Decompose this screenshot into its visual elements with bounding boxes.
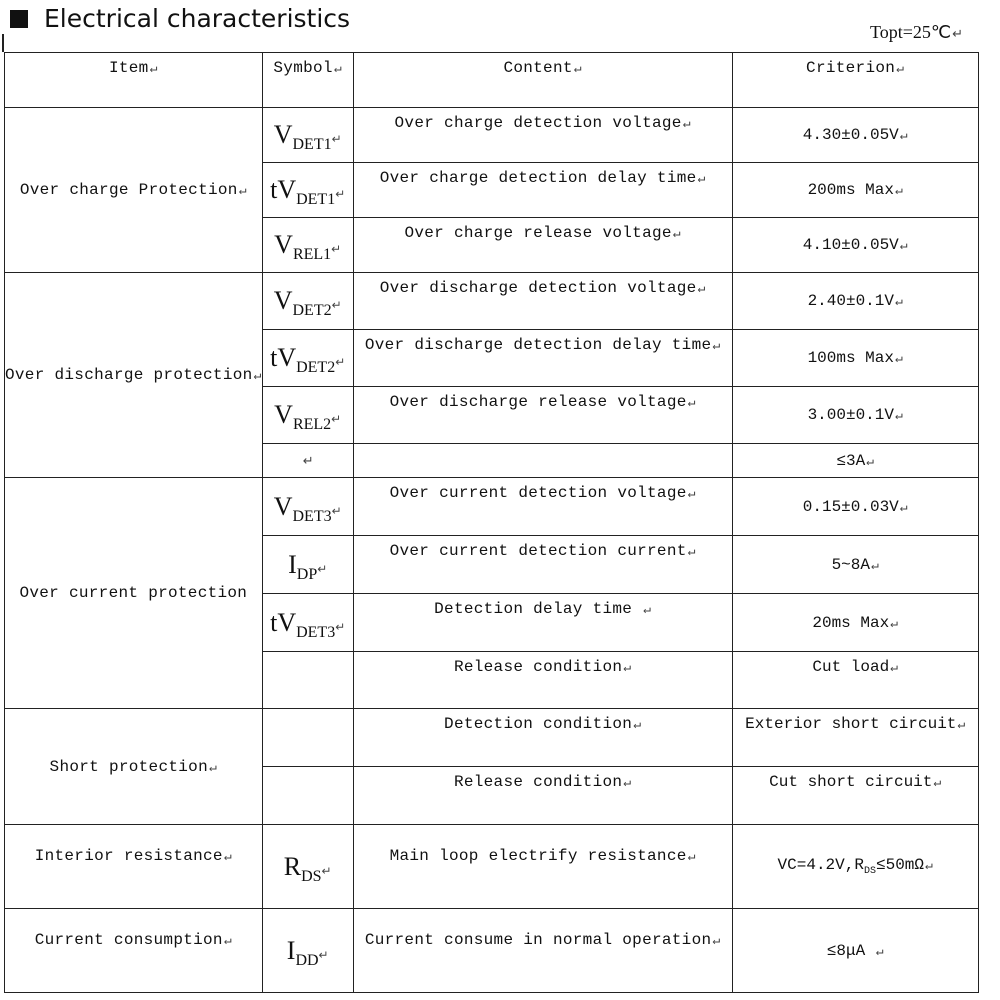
symbol-cell: $tV_{DET3}↵$ (262, 594, 353, 652)
content-cell: Detection delay time ↵ (353, 594, 732, 652)
criterion-cell: ≤3A↵ (732, 444, 978, 478)
item-over-discharge: Over discharge protection↵ (5, 273, 263, 478)
content-cell: Main loop electrify resistance↵ (353, 825, 732, 909)
symbol-cell: $V_{DET3}↵$ (262, 478, 353, 536)
content-cell: Release condition↵ (353, 767, 732, 825)
content-cell: Over discharge release voltage↵ (353, 387, 732, 444)
content-cell: Over discharge detection voltage↵ (353, 273, 732, 330)
criterion-cell: 20ms Max↵ (732, 594, 978, 652)
operating-temperature-text: Topt=25℃ (870, 22, 952, 42)
item-current-consumption: Current consumption↵ (5, 909, 263, 993)
criterion-cell: 100ms Max↵ (732, 330, 978, 387)
table-row (5, 108, 979, 163)
content-cell: Release condition↵ (353, 652, 732, 709)
table-row (5, 273, 979, 330)
symbol-cell: $tV_{DET1}↵$ (262, 163, 353, 218)
symbol-cell: $R_{DS}↵$ (262, 825, 353, 909)
operating-temperature-note (870, 22, 963, 43)
symbol-cell: $V_{DET2}↵$ (262, 273, 353, 330)
symbol-cell-empty (262, 767, 353, 825)
section-title (10, 4, 350, 33)
item-interior-resistance: Interior resistance↵ (5, 825, 263, 909)
symbol-cell: $I_{DD}↵$ (262, 909, 353, 993)
item-over-current: Over current protection (5, 478, 263, 709)
content-cell: Current consume in normal operation↵ (353, 909, 732, 993)
criterion-cell: 4.30±0.05V↵ (732, 108, 978, 163)
criterion-cell: Cut load↵ (732, 652, 978, 709)
symbol-cell: $V_{REL1}↵$ (262, 218, 353, 273)
header-criterion: Criterion↵ (732, 53, 978, 108)
criterion-cell: 2.40±0.1V↵ (732, 273, 978, 330)
return-mark-icon: ↵ (952, 26, 964, 41)
symbol-cell: $V_{REL2}↵$ (262, 387, 353, 444)
table-row (5, 825, 979, 909)
criterion-cell: ≤8μA ↵ (732, 909, 978, 993)
square-bullet-icon (10, 10, 28, 28)
content-cell: Detection condition↵ (353, 709, 732, 767)
section-title-text: Electrical characteristics (44, 4, 351, 33)
content-cell: Over charge release voltage↵ (353, 218, 732, 273)
symbol-cell: $tV_{DET2}↵$ (262, 330, 353, 387)
symbol-cell-empty (262, 652, 353, 709)
criterion-cell: 4.10±0.05V↵ (732, 218, 978, 273)
symbol-cell: $I_{DP}↵$ (262, 536, 353, 594)
table-row (5, 909, 979, 993)
table-row (5, 478, 979, 536)
electrical-characteristics-table (4, 52, 979, 993)
table-edge-marker (2, 34, 4, 52)
symbol-cell-empty: ↵ (262, 444, 353, 478)
criterion-cell: 0.15±0.03V↵ (732, 478, 978, 536)
content-cell: Over charge detection voltage↵ (353, 108, 732, 163)
symbol-cell: $V_{DET1}↵$ (262, 108, 353, 163)
criterion-cell: 200ms Max↵ (732, 163, 978, 218)
content-cell: Over current detection current↵ (353, 536, 732, 594)
table-row (5, 709, 979, 767)
criterion-cell: $VC=4.2V,R_{DS}\le 50m\Omega↵$ (732, 825, 978, 909)
content-cell-empty (353, 444, 732, 478)
header-content: Content↵ (353, 53, 732, 108)
criterion-cell: Cut short circuit↵ (732, 767, 978, 825)
item-over-charge: Over charge Protection↵ (5, 108, 263, 273)
content-cell: Over charge detection delay time↵ (353, 163, 732, 218)
header-item: Item↵ (5, 53, 263, 108)
content-cell: Over discharge detection delay time↵ (353, 330, 732, 387)
content-cell: Over current detection voltage↵ (353, 478, 732, 536)
header-symbol: Symbol↵ (262, 53, 353, 108)
criterion-cell: Exterior short circuit↵ (732, 709, 978, 767)
criterion-cell: 3.00±0.1V↵ (732, 387, 978, 444)
item-short: Short protection↵ (5, 709, 263, 825)
criterion-cell: 5~8A↵ (732, 536, 978, 594)
header-row (5, 53, 979, 108)
symbol-cell-empty (262, 709, 353, 767)
